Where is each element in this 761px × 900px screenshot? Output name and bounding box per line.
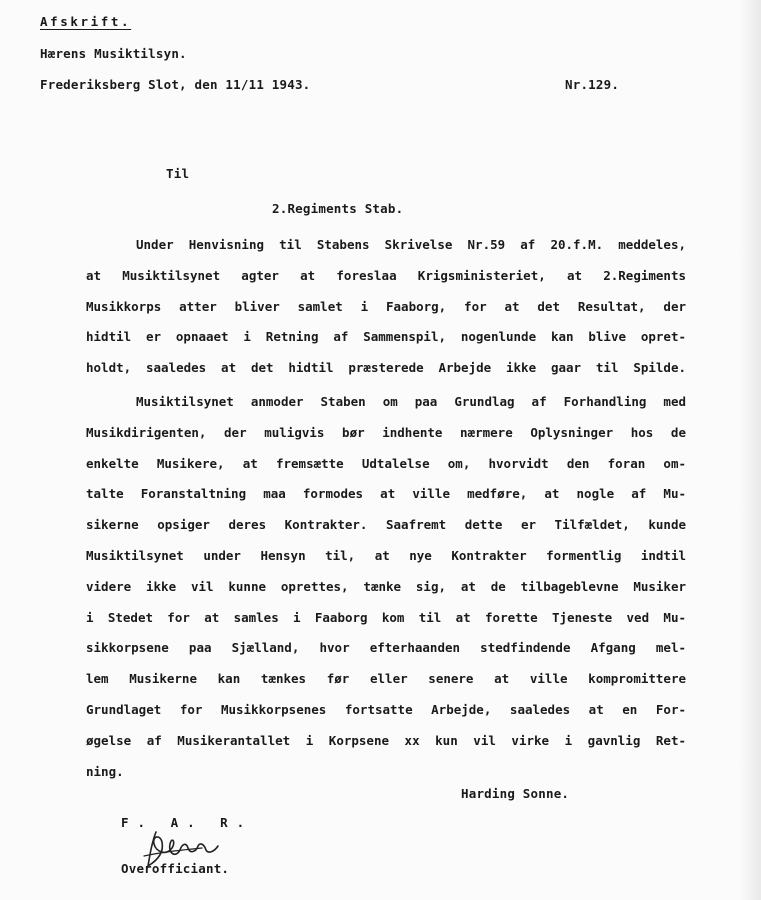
paragraph-line: sikkorpsene paa Sjælland, hvor efterhaanden stedfindende Afgang mel- (86, 640, 686, 656)
recipient-to: Til (166, 166, 190, 181)
paragraph-line: at Musiktilsynet agter at foreslaa Krigsministeriet, at 2.Regiments (86, 267, 686, 283)
paragraph-line: Under Henvisning til Stabens Skrivelse Nr.59 af 20.f.M. meddeles, (136, 237, 686, 252)
paragraph-line: hidtil er opnaaet i Retning af Sammenspil, nogenlunde kan blive opret- (86, 329, 686, 345)
paragraph-line: ning. (86, 763, 124, 779)
document-heading: Afskrift. (40, 14, 132, 29)
paragraph-line: Grundlaget for Musikkorpsenes fortsatte Arbejde, saaledes at en For- (86, 701, 686, 717)
body-paragraph-1 (86, 230, 686, 384)
paragraph-line: holdt, saaledes at det hidtil præsterede Arbejde ikke gaar til Spilde. (86, 360, 686, 376)
signatory-title: Overofficiant. (121, 861, 230, 876)
reference-number: Nr.129. (565, 77, 620, 92)
recipient-name: 2.Regiments Stab. (272, 201, 404, 216)
paragraph-line: Musikdirigenten, der muligvis bør indhente nærmere Oplysninger hos de (86, 424, 686, 440)
paragraph-line: Musikkorps atter bliver samlet i Faaborg, for at det Resultat, der (86, 298, 686, 314)
paragraph-line: Musiktilsynet anmoder Staben om paa Grundlag af Forhandling med (136, 394, 686, 409)
paragraph-line: enkelte Musikere, at fremsætte Udtalelse om, hvorvidt den foran om- (86, 455, 686, 471)
paragraph-line: lem Musikerne kan tænkes før eller senere at ville kompromittere (86, 671, 686, 687)
paragraph-line: talte Foranstaltning maa formodes at ville medføre, at nogle af Mu- (86, 486, 686, 502)
far-initials: F. A. R. (121, 815, 254, 830)
paragraph-line: videre ikke vil kunne oprettes, tænke sig, at de tilbageblevne Musiker (86, 578, 686, 594)
paragraph-line: Musiktilsynet under Hensyn til, at nye Kontrakter formentlig indtil (86, 547, 686, 563)
sender-line: Hærens Musiktilsyn. (40, 46, 187, 61)
place-date-line: Frederiksberg Slot, den 11/11 1943. (40, 77, 311, 92)
paragraph-line: øgelse af Musikerantallet i Korpsene xx kun vil virke i gavnlig Ret- (86, 732, 686, 748)
signatory-name: Harding Sonne. (461, 786, 570, 801)
scan-edge-shadow (739, 0, 761, 900)
paragraph-line: i Stedet for at samles i Faaborg kom til at forette Tjeneste ved Mu- (86, 609, 686, 625)
paragraph-line: sikerne opsiger deres Kontrakter. Saafremt dette er Tilfældet, kunde (86, 517, 686, 533)
body-paragraph-2 (86, 387, 686, 787)
